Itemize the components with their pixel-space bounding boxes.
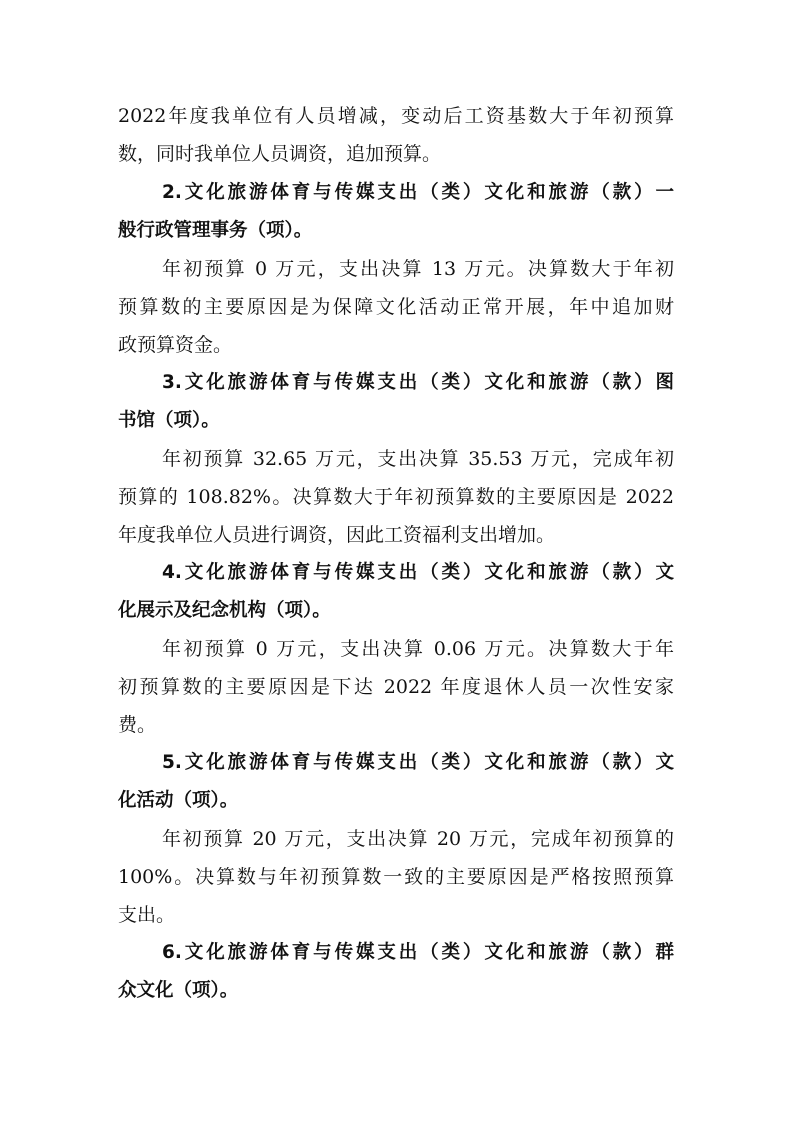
text-line: 年度我单位人员进行调资，因此工资福利支出增加。 xyxy=(118,524,556,546)
text-line: 年初预算 32.65 万元，支出决算 35.53 万元，完成年初 xyxy=(162,448,674,470)
text-line: 初预算数的主要原因是下达 2022 年度退休人员一次性安家 xyxy=(118,676,674,698)
heading-line: 2.文化旅游体育与传媒支出（类）文化和旅游（款）一 xyxy=(162,182,674,203)
text-line: 预算数的主要原因是为保障文化活动正常开展，年中追加财 xyxy=(118,296,674,318)
heading-line: 书馆（项）。 xyxy=(118,410,220,431)
heading-line: 5.文化旅游体育与传媒支出（类）文化和旅游（款）文 xyxy=(162,752,674,773)
heading-line: 6.文化旅游体育与传媒支出（类）文化和旅游（款）群 xyxy=(162,942,674,963)
text-line: 数，同时我单位人员调资，追加预算。 xyxy=(118,143,442,165)
text-line: 预算的 108.82%。决算数大于年初预算数的主要原因是 2022 xyxy=(118,486,674,508)
text-line: 支出。 xyxy=(118,904,176,926)
heading-line: 4.文化旅游体育与传媒支出（类）文化和旅游（款）文 xyxy=(162,562,674,583)
heading-line: 化展示及纪念机构（项）。 xyxy=(118,600,331,621)
heading-line: 化活动（项）。 xyxy=(118,790,239,811)
heading-line: 般行政管理事务（项）。 xyxy=(118,220,313,241)
text-line: 2022年度我单位有人员增减，变动后工资基数大于年初预算 xyxy=(118,105,674,127)
heading-line: 众文化（项）。 xyxy=(118,980,239,1001)
text-line: 年初预算 0 万元，支出决算 0.06 万元。决算数大于年 xyxy=(162,638,674,660)
text-line: 政预算资金。 xyxy=(118,334,233,356)
heading-line: 3.文化旅游体育与传媒支出（类）文化和旅游（款）图 xyxy=(162,372,674,393)
text-line: 年初预算 0 万元，支出决算 13 万元。决算数大于年初 xyxy=(162,258,674,280)
text-line: 费。 xyxy=(118,714,157,736)
text-line: 年初预算 20 万元，支出决算 20 万元，完成年初预算的 xyxy=(162,828,674,850)
text-line: 100%。决算数与年初预算数一致的主要原因是严格按照预算 xyxy=(118,866,674,888)
